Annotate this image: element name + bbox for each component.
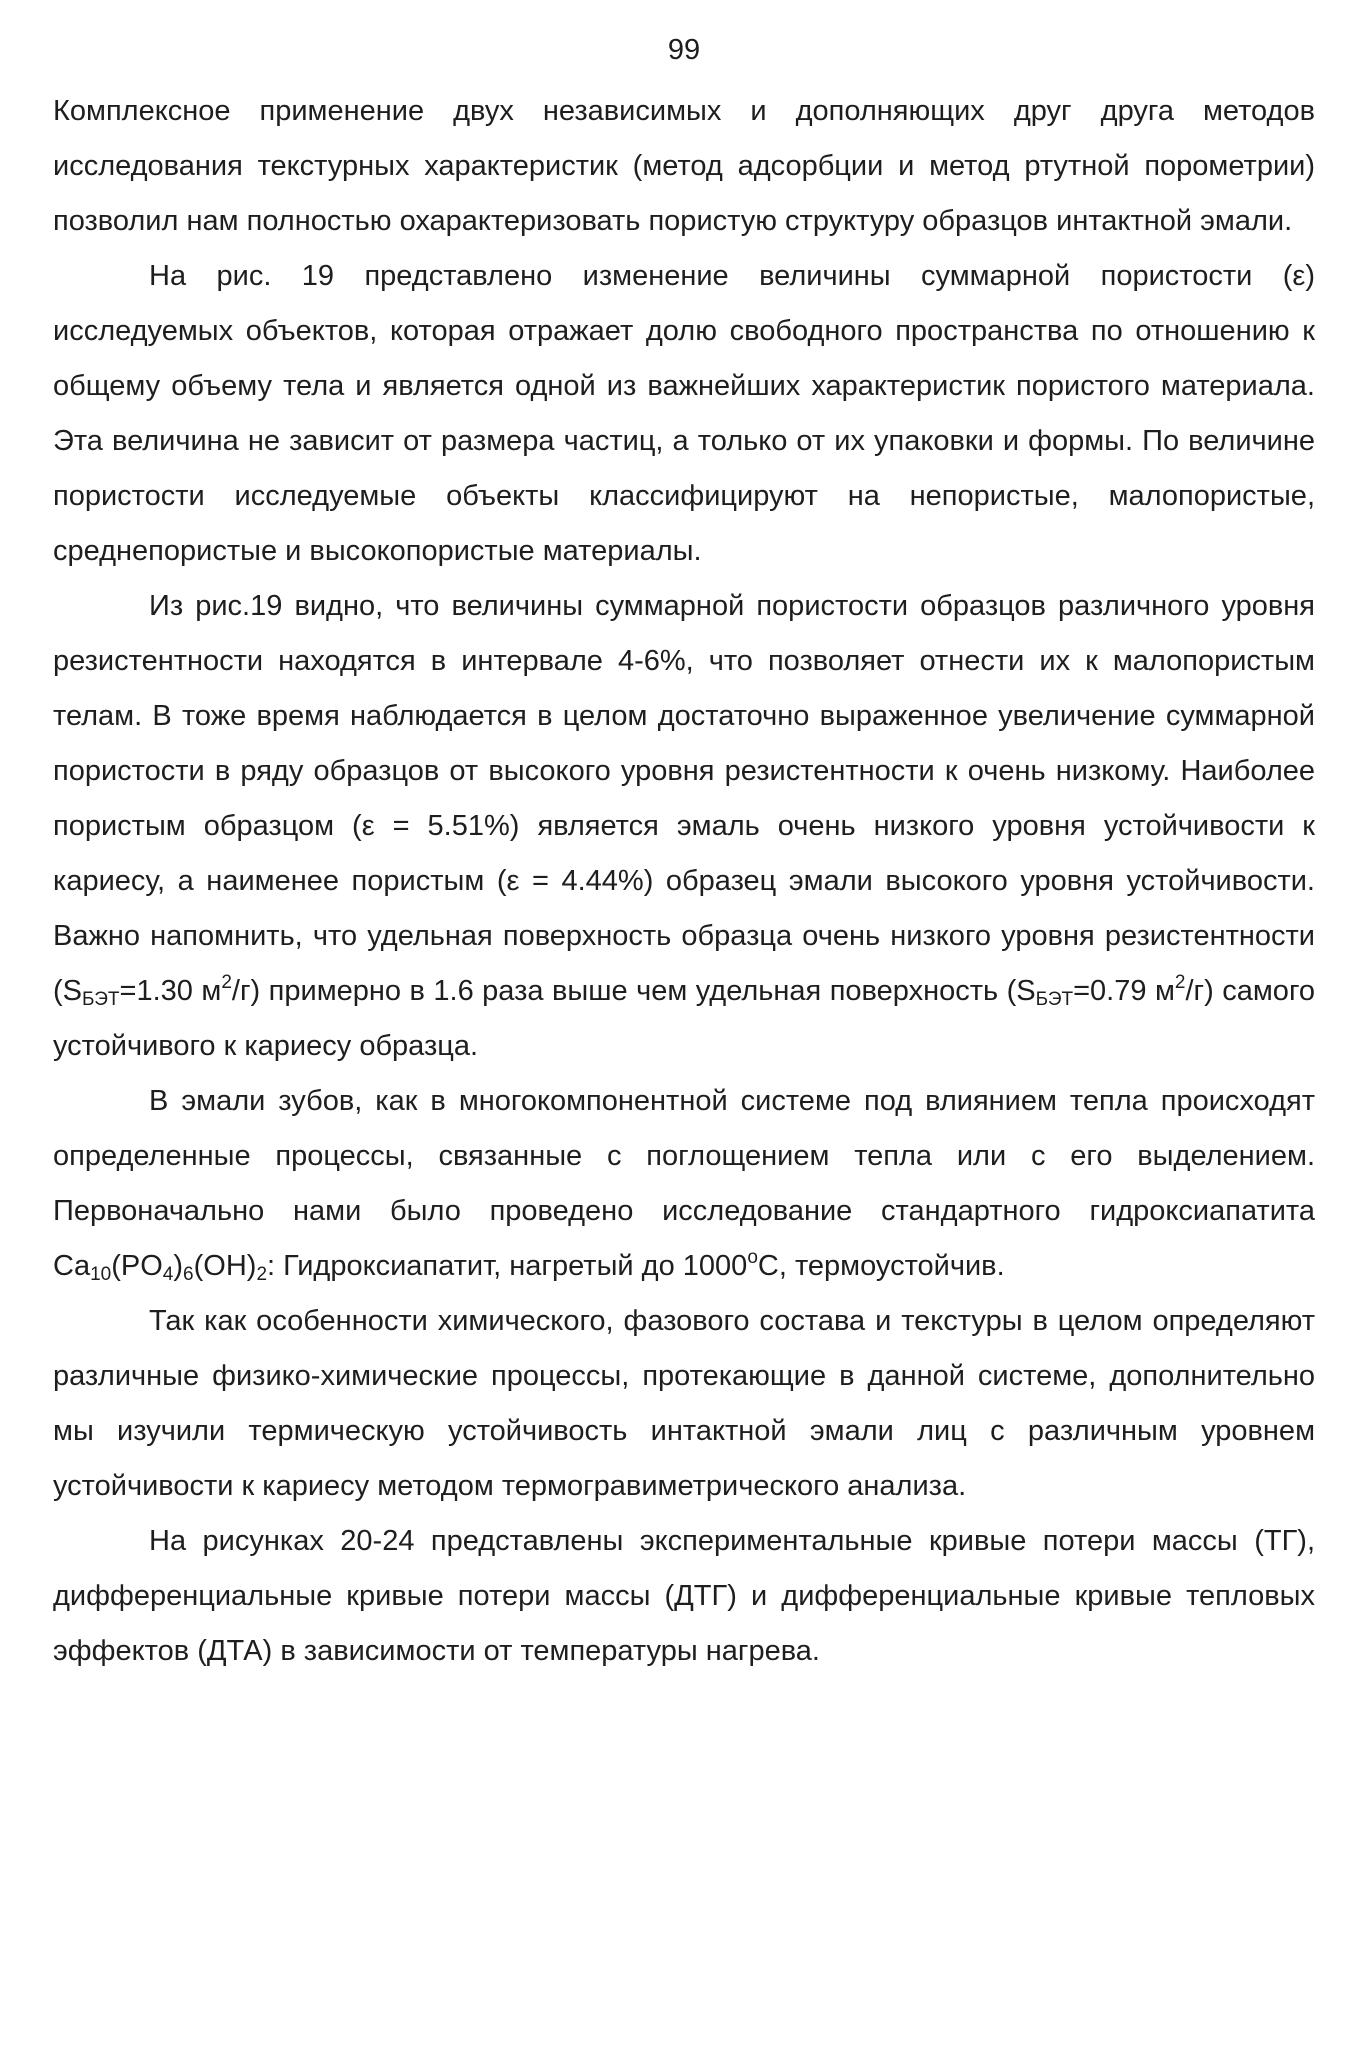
paragraph-3-text-5: /г) самого устойчивого к кариесу образца.: [53, 975, 1316, 1062]
formula-subscript-4: 4: [162, 1264, 174, 1285]
paragraph-4: [53, 1074, 1315, 1294]
body-text: [53, 84, 1315, 1679]
paragraph-4-text-2: (PO: [111, 1250, 163, 1282]
paragraph-4-text-1: В эмали зубов, как в многокомпонентной системе под влиянием тепла происходят определенные процессы, связанные с поглощением тепла или с его выделением. Первоначально нами было проведено исследование стандартного гидроксиапатита Ca: [53, 1085, 1315, 1282]
paragraph-4-text-6: С, термоустойчив.: [757, 1250, 1005, 1282]
degree-superscript: o: [747, 1247, 758, 1268]
paragraph-2: На рис. 19 представлено изменение величины суммарной пористости (ε) исследуемых объектов, которая отражает долю свободного пространства по отношению к общему объему тела и является одной из важнейших характеристик пористого материала. Эта величина не зависит от размера частиц, а только от их упаковки и формы. По величине пористости исследуемые объекты классифицируют на непористые, малопористые, среднепористые и высокопористые материалы.: [53, 260, 1315, 567]
formula-subscript-6: 6: [183, 1264, 194, 1285]
bet-subscript-1: БЭТ: [82, 989, 120, 1010]
formula-subscript-2: 2: [256, 1264, 268, 1285]
square-superscript-1: 2: [221, 972, 232, 993]
paragraph-4-text-3: ): [173, 1250, 184, 1282]
paragraph-3-text-1: Из рис.19 видно, что величины суммарной пористости образцов различного уровня резистентности находятся в интервале 4-6%, что позволяет отнести их к малопористым телам. В тоже время наблюдается в целом достаточно выраженное увеличение суммарной пористости в ряду образцов от высокого уровня резистентности к очень низкому. Наиболее пористым образцом (ε = 5.51%) является эмаль очень низкого уровня устойчивости к кариесу, а наименее пористым (ε = 4.44%) образец эмали высокого уровня устойчивости. Важно напомнить, что удельная поверхность образца очень низкого уровня резистентности (S: [53, 590, 1315, 1007]
square-superscript-2: 2: [1174, 972, 1186, 993]
paragraph-3-text-4: =0.79 м: [1073, 975, 1175, 1007]
paragraph-3-text-3: /г) примерно в 1.6 раза выше чем удельная поверхность (S: [231, 975, 1036, 1007]
bet-subscript-2: БЭТ: [1035, 989, 1074, 1010]
paragraph-5: Так как особенности химического, фазового состава и текстуры в целом определяют различные физико-химические процессы, протекающие в данной системе, дополнительно мы изучили термическую устойчивость интактной эмали лиц с различным уровнем устойчивости к кариесу методом термогравиметрического анализа.: [53, 1305, 1315, 1502]
page-number: 99: [667, 34, 701, 66]
paragraph-1: Комплексное применение двух независимых и дополняющих друг друга методов исследования текстурных характеристик (метод адсорбции и метод ртутной порометрии) позволил нам полностью охарактеризовать пористую структуру образцов интактной эмали.: [53, 95, 1315, 237]
formula-subscript-10: 10: [90, 1264, 112, 1285]
paragraph-3-text-2: =1.30 м: [119, 975, 222, 1007]
paragraph-4-text-5: : Гидроксиапатит, нагретый до 1000: [267, 1250, 748, 1282]
paragraph-4-text-4: (OH): [193, 1250, 257, 1282]
paragraph-6: На рисунках 20-24 представлены экспериментальные кривые потери массы (ТГ), дифференциальные кривые потери массы (ДТГ) и дифференциальные кривые тепловых эффектов (ДТА) в зависимости от температуры нагрева.: [53, 1525, 1315, 1667]
paragraph-3: [53, 579, 1315, 1074]
